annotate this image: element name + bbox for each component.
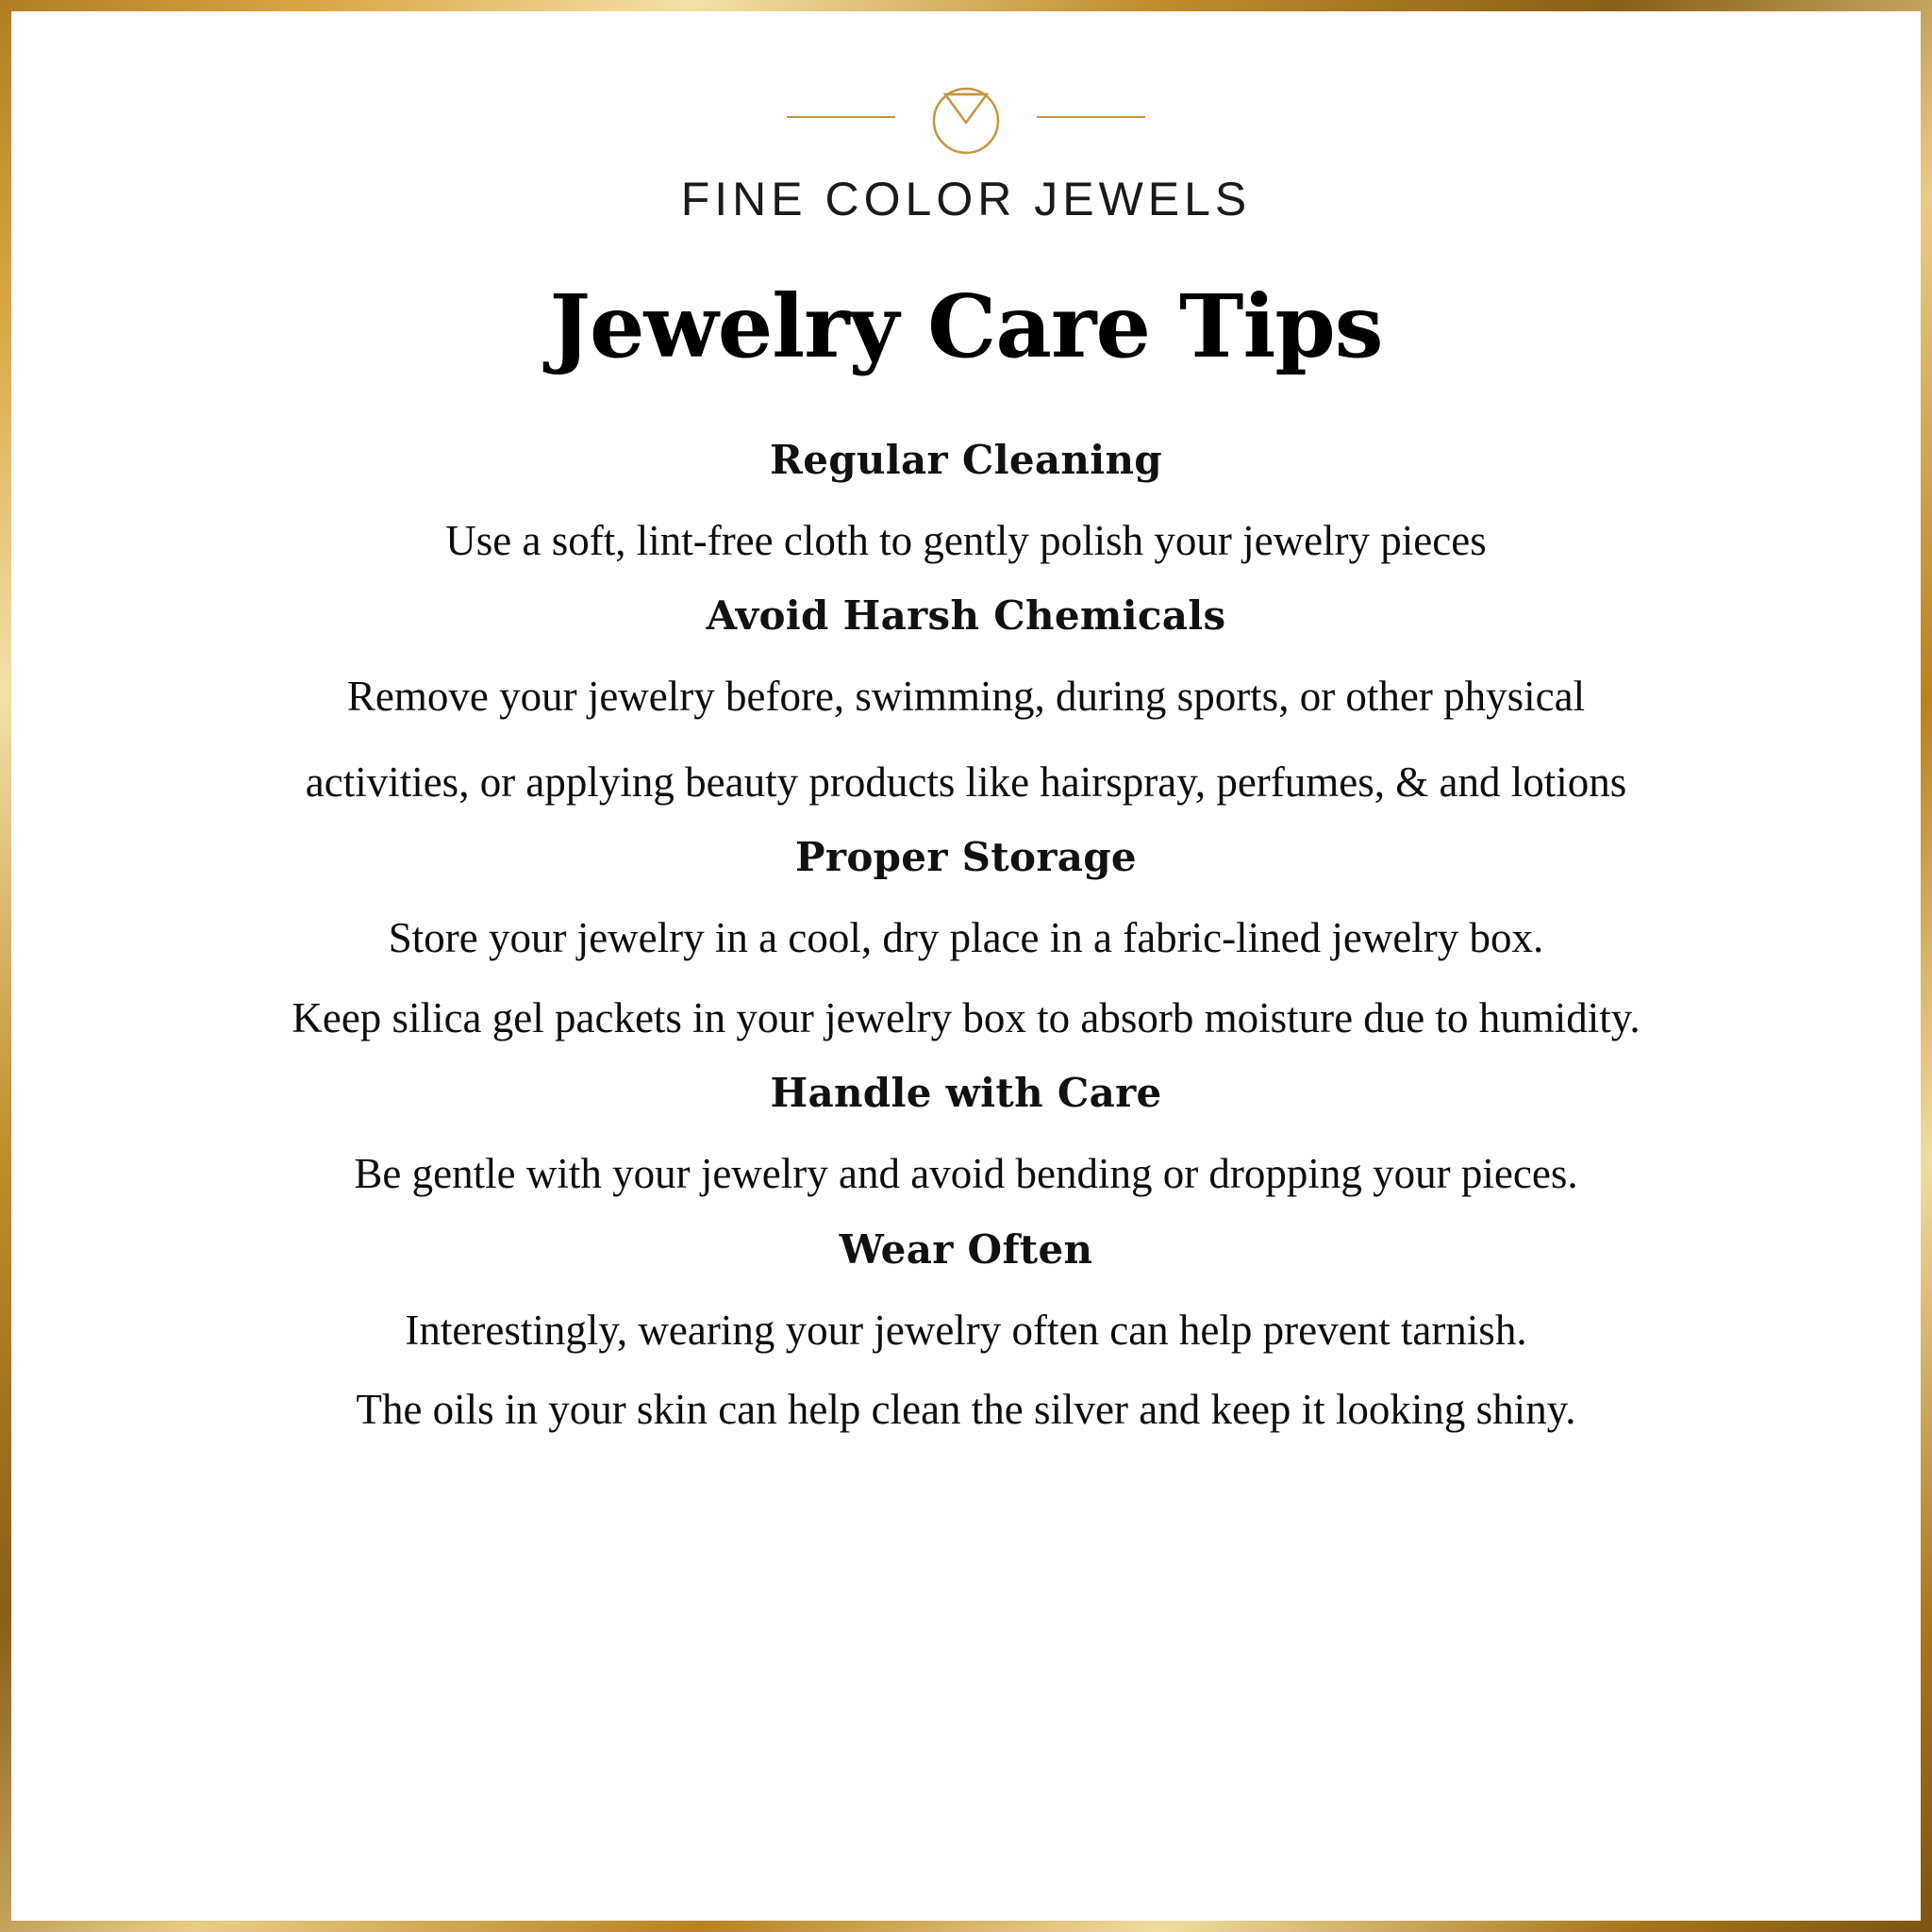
section-line: activities, or applying beauty products like hairspray, perfumes, & and lotions: [305, 758, 1627, 806]
divider-right: [1037, 116, 1145, 118]
page-title: Jewelry Care Tips: [549, 275, 1383, 377]
section-line: Remove your jewelry before, swimming, during sports, or other physical: [346, 673, 1586, 721]
brand-name: FINE COLOR JEWELS: [680, 173, 1252, 225]
section-line: Store your jewelry in a cool, dry place in a fabric-lined jewelry box.: [388, 914, 1544, 962]
page-inner: [25, 25, 1907, 1907]
section-heading: Regular Cleaning: [770, 436, 1162, 483]
brand-header: [81, 72, 1851, 226]
section-line: Use a soft, lint-free cloth to gently polish your jewelry pieces: [445, 516, 1487, 564]
section-heading: Wear Often: [839, 1225, 1093, 1273]
section-avoid-harsh-chemicals: [81, 568, 1851, 809]
section-proper-storage: [81, 809, 1851, 1045]
tips-content: [81, 412, 1851, 1438]
divider-left: [787, 116, 895, 118]
section-line: The oils in your skin can help clean the silver and keep it looking shiny.: [356, 1386, 1576, 1434]
section-wear-often: [81, 1202, 1851, 1438]
section-handle-with-care: [81, 1045, 1851, 1202]
section-heading: Avoid Harsh Chemicals: [706, 592, 1226, 640]
section-heading: Handle with Care: [770, 1070, 1162, 1117]
section-heading: Proper Storage: [795, 834, 1137, 881]
section-line: Interestingly, wearing your jewelry often can help prevent tarnish.: [405, 1306, 1527, 1354]
section-regular-cleaning: [81, 412, 1851, 569]
diamond-gem-icon: [905, 72, 1027, 162]
section-line: Keep silica gel packets in your jewelry box to absorb moisture due to humidity.: [291, 993, 1641, 1041]
section-line: Be gentle with your jewelry and avoid bending or dropping your pieces.: [354, 1150, 1578, 1198]
brand-mark: [81, 72, 1851, 162]
